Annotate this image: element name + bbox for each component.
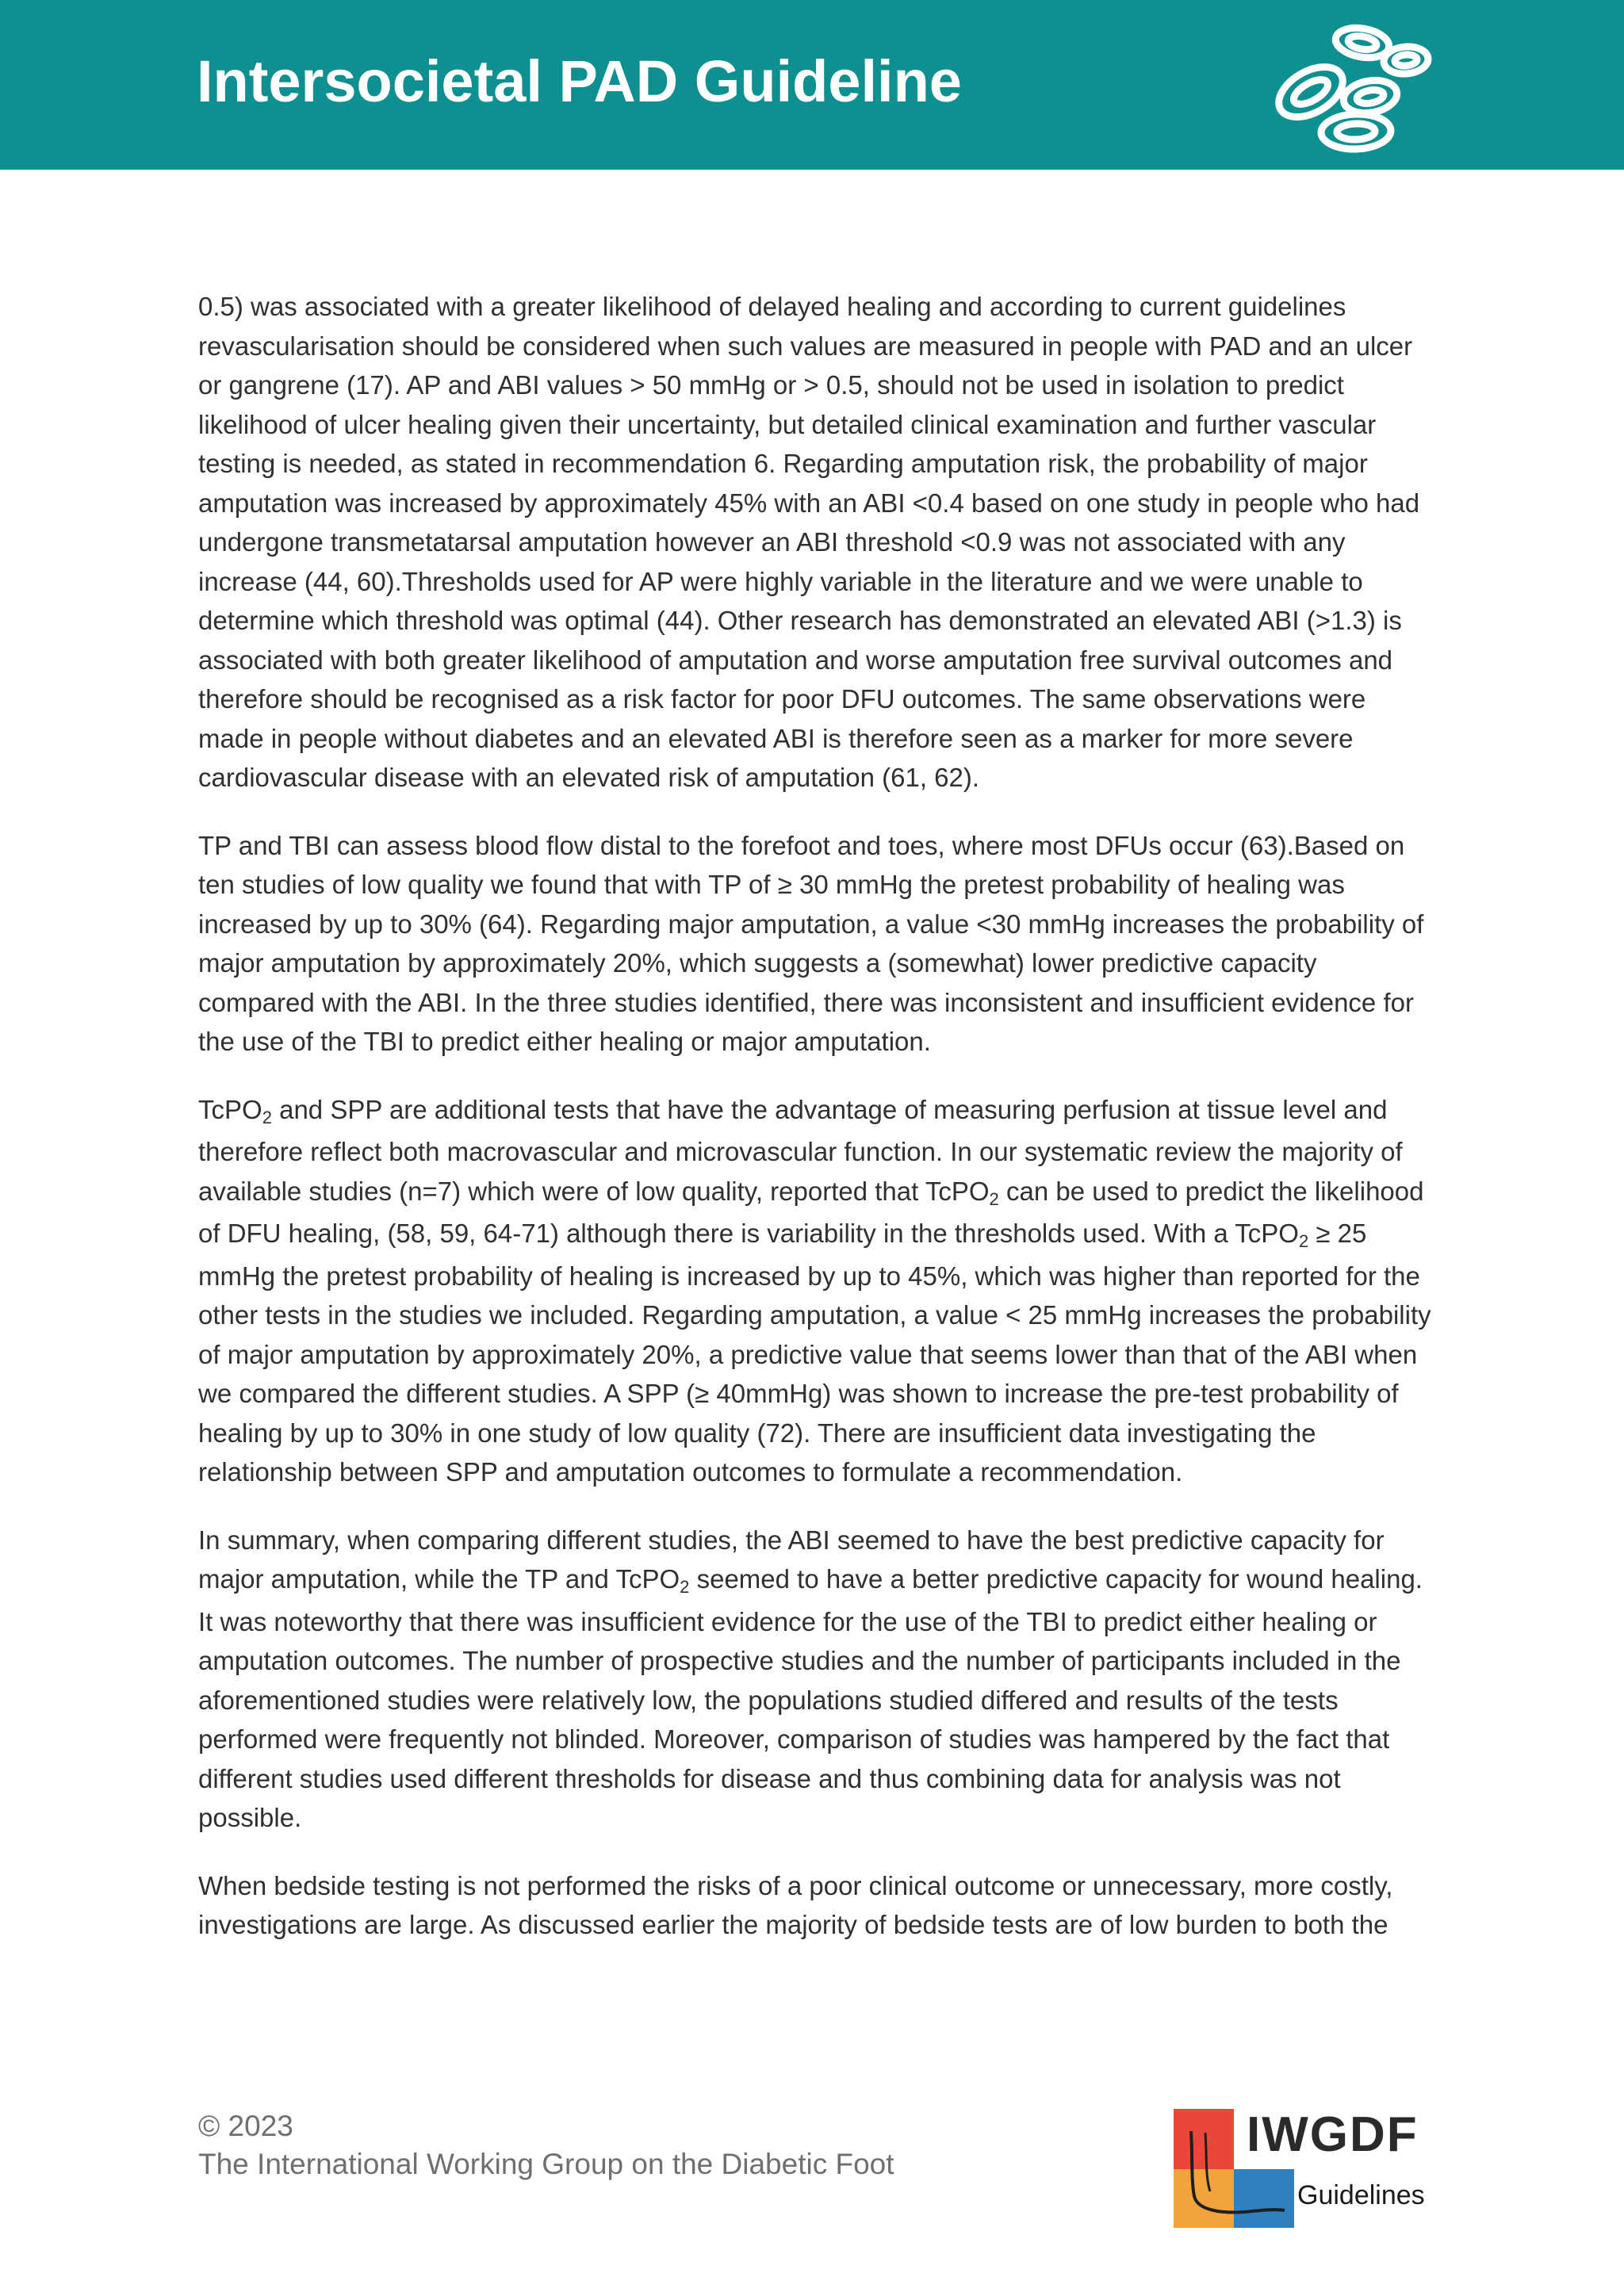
main-content xyxy=(198,287,1435,1973)
logo-orange-square xyxy=(1174,2169,1234,2228)
paragraph-abi-thresholds: 0.5) was associated with a greater likelihood of delayed healing and according to current guidelines revascularisation should be considered when such values are measured in people with PAD and an ulcer or gangrene (17). AP and ABI values > 50 mmHg or > 0.5, should not be used in isolation to predict likelihood of ulcer healing given their uncertainty, but detailed clinical examination and further vascular testing is needed, as stated in recommendation 6. Regarding amputation risk, the probability of major amputation was increased by approximately 45% with an ABI <0.4 based on one study in people who had undergone transmetatarsal amputation however an ABI threshold <0.9 was not associated with any increase (44, 60).Thresholds used for AP were highly variable in the literature and we were unable to determine which threshold was optimal (44). Other research has demonstrated an elevated ABI (>1.3) is associated with both greater likelihood of amputation and worse amputation free survival outcomes and therefore should be recognised as a risk factor for poor DFU outcomes. The same observations were made in people without diabetes and an elevated ABI is therefore seen as a marker for more severe cardiovascular disease with an elevated risk of amputation (61, 62). xyxy=(198,292,1420,792)
paragraph-tcpo2-spp: TcPO$_2$ and SPP are additional tests that have the advantage of measuring perfusion at tissue level and therefore reflect both macrovascular and microvascular function. In our systematic review the majority of available studies (n=7) which were of low quality, reported that TcPO$_2$ can be used to predict the likelihood of DFU healing, (58, 59, 64-71) although there is variability in the thresholds used. With a TcPO$_2$ ≥ 25 mmHg the pretest probability of healing is increased by up to 45%, which was higher than reported for the other tests in the studies we included. Regarding amputation, a value < 25 mmHg increases the probability of major amputation by approximately 20%, a predictive value that seems lower than that of the ABI when we compared the different studies. A SPP (≥ 40mmHg) was shown to increase the pre-test probability of healing by up to 30% in one study of low quality (72). There are insufficient data investigating the relationship between SPP and amputation outcomes to formulate a recommendation. xyxy=(198,1094,1431,1487)
organization-name: The International Working Group on the Diabetic Foot xyxy=(198,2148,894,2180)
blood-cells-icon xyxy=(1267,21,1434,154)
paragraph-summary: In summary, when comparing different studies, the ABI seemed to have the best predictive capacity for major amputation, while the TP and TcPO$_2$ seemed to have a better predictive capacity for wound healing. It was noteworthy that there was insufficient evidence for the use of the TBI to predict either healing or amputation outcomes. The number of prospective studies and the number of participants included in the aforementioned studies were relatively low, the populations studied differed and results of the tests performed were frequently not blinded. Moreover, comparison of studies was hampered by the fact that different studies used different thresholds for disease and thus combining data for analysis was not possible. xyxy=(198,1525,1423,1832)
footer-copyright-block xyxy=(198,2107,894,2183)
logo-title: IWGDF xyxy=(1247,2107,1419,2162)
paragraph-tp-tbi: TP and TBI can assess blood flow distal to the forefoot and toes, where most DFUs occur (63).Based on ten studies of low quality we found that with TP of ≥ 30 mmHg the pretest probability of healing was increased by up to 30% (64). Regarding major amputation, a value <30 mmHg increases the probability of major amputation by approximately 20%, which suggests a (somewhat) lower predictive capacity compared with the ABI. In the three studies identified, there was inconsistent and insufficient evidence for the use of the TBI to predict either healing or major amputation. xyxy=(198,830,1424,1056)
logo-red-square xyxy=(1174,2109,1234,2169)
logo-blue-square xyxy=(1234,2169,1294,2228)
copyright-year: © 2023 xyxy=(198,2110,293,2142)
page-header xyxy=(0,0,1624,170)
header-title: Intersocietal PAD Guideline xyxy=(197,48,962,114)
paragraph-bedside-testing: When bedside testing is not performed the risks of a poor clinical outcome or unnecessary, more costly, investigations are large. As discussed earlier the majority of bedside tests are of low burden to both the xyxy=(198,1870,1393,1939)
logo-subtitle: Guidelines xyxy=(1297,2180,1425,2210)
